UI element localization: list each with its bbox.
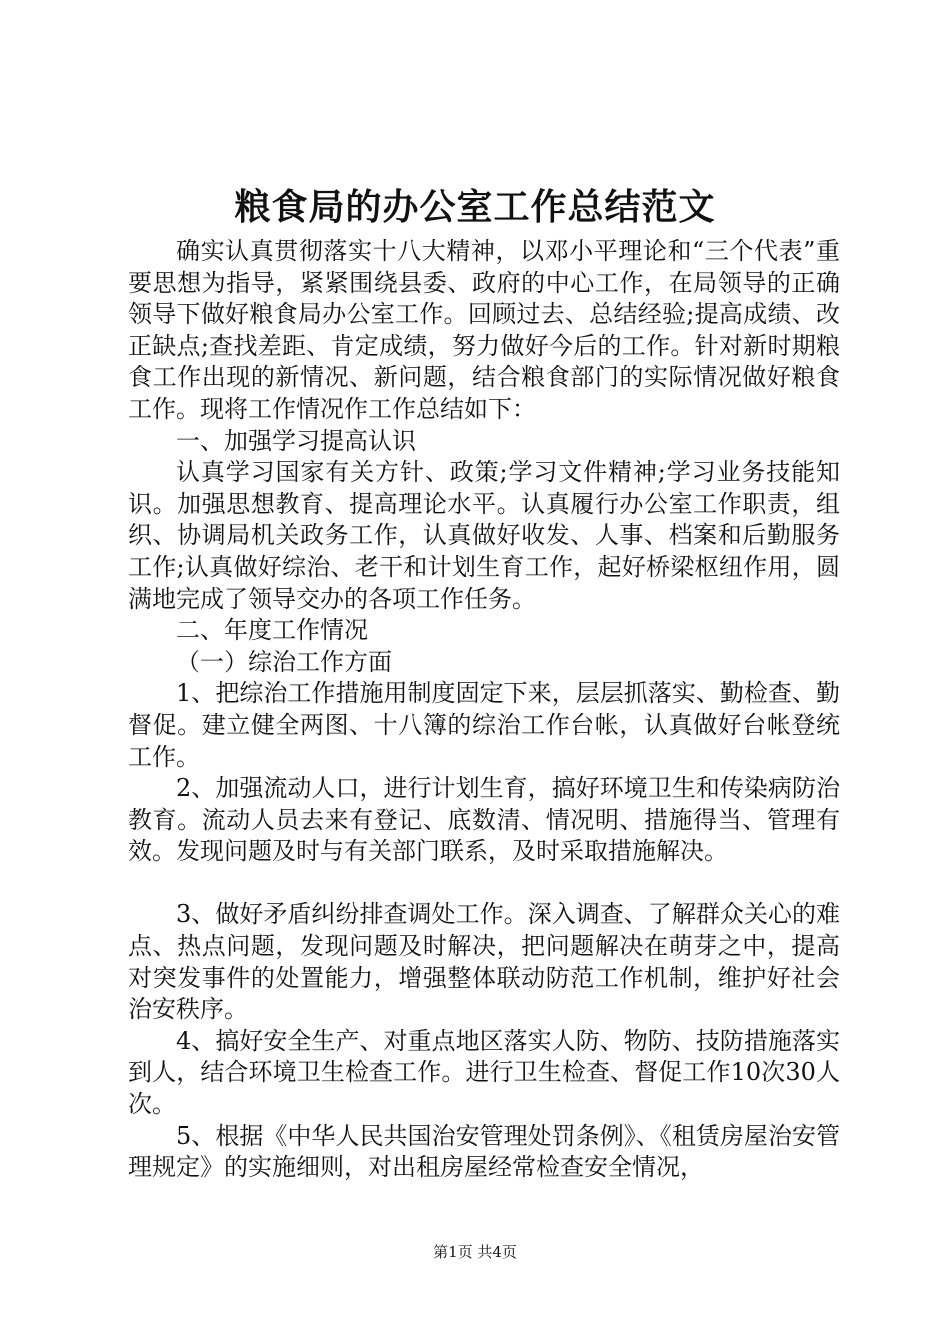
- subsection-heading-1: （一）综治工作方面: [176, 647, 392, 676]
- list-item-5: 5、根据《中华人民共国治安管理处罚条例》、《租赁房屋治安管理规定》的实施细则，对出租房屋经常检查安全情况，: [128, 1121, 840, 1182]
- page-footer: 第1页 共4页: [433, 1243, 517, 1261]
- section-heading-1: 一、加强学习提高认识: [176, 426, 416, 455]
- document-body: [128, 236, 840, 1184]
- section-heading-2: 二、年度工作情况: [176, 616, 368, 645]
- list-item-4: 4、搞好安全生产、对重点地区落实人防、物防、技防措施落实到人，结合环境卫生检查工作。进行卫生检查、督促工作10次30人次。: [128, 1026, 840, 1119]
- section-1-paragraph: 认真学习国家有关方针、政策;学习文件精神;学习业务技能知识。加强思想教育、提高理论水平。认真履行办公室工作职责，组织、协调局机关政务工作，认真做好收发、人事、档案和后勤服务工作;认真做好综治、老干和计划生育工作，起好桥梁枢纽作用，圆满地完成了领导交办的各项工作任务。: [128, 458, 840, 613]
- intro-paragraph: 确实认真贯彻落实十八大精神，以邓小平理论和“三个代表”重要思想为指导，紧紧围绕县委、政府的中心工作，在局领导的正确领导下做好粮食局办公室工作。回顾过去、总结经验;提高成绩、改正缺点;查找差距、肯定成绩，努力做好今后的工作。针对新时期粮食工作出现的新情况、新问题，结合粮食部门的实际情况做好粮食工作。现将工作情况作工作总结如下：: [128, 237, 840, 423]
- document-title: 粮食局的办公室工作总结范文: [234, 187, 716, 228]
- list-item-1: 1、把综治工作措施用制度固定下来，层层抓落实、勤检查、勤督促。建立健全两图、十八簿的综治工作台帐，认真做好台帐登统工作。: [128, 679, 840, 771]
- list-item-3: 3、做好矛盾纠纷排查调处工作。深入调查、了解群众关心的难点、热点问题，发现问题及时解决，把问题解决在萌芽之中，提高对突发事件的处置能力，增强整体联动防范工作机制，维护好社会治安秩序。: [128, 900, 840, 1024]
- list-item-2: 2、加强流动人口，进行计划生育，搞好环境卫生和传染病防治教育。流动人员去来有登记、底数清、情况明、措施得当、管理有效。发现问题及时与有关部门联系，及时采取措施解决。: [128, 774, 840, 866]
